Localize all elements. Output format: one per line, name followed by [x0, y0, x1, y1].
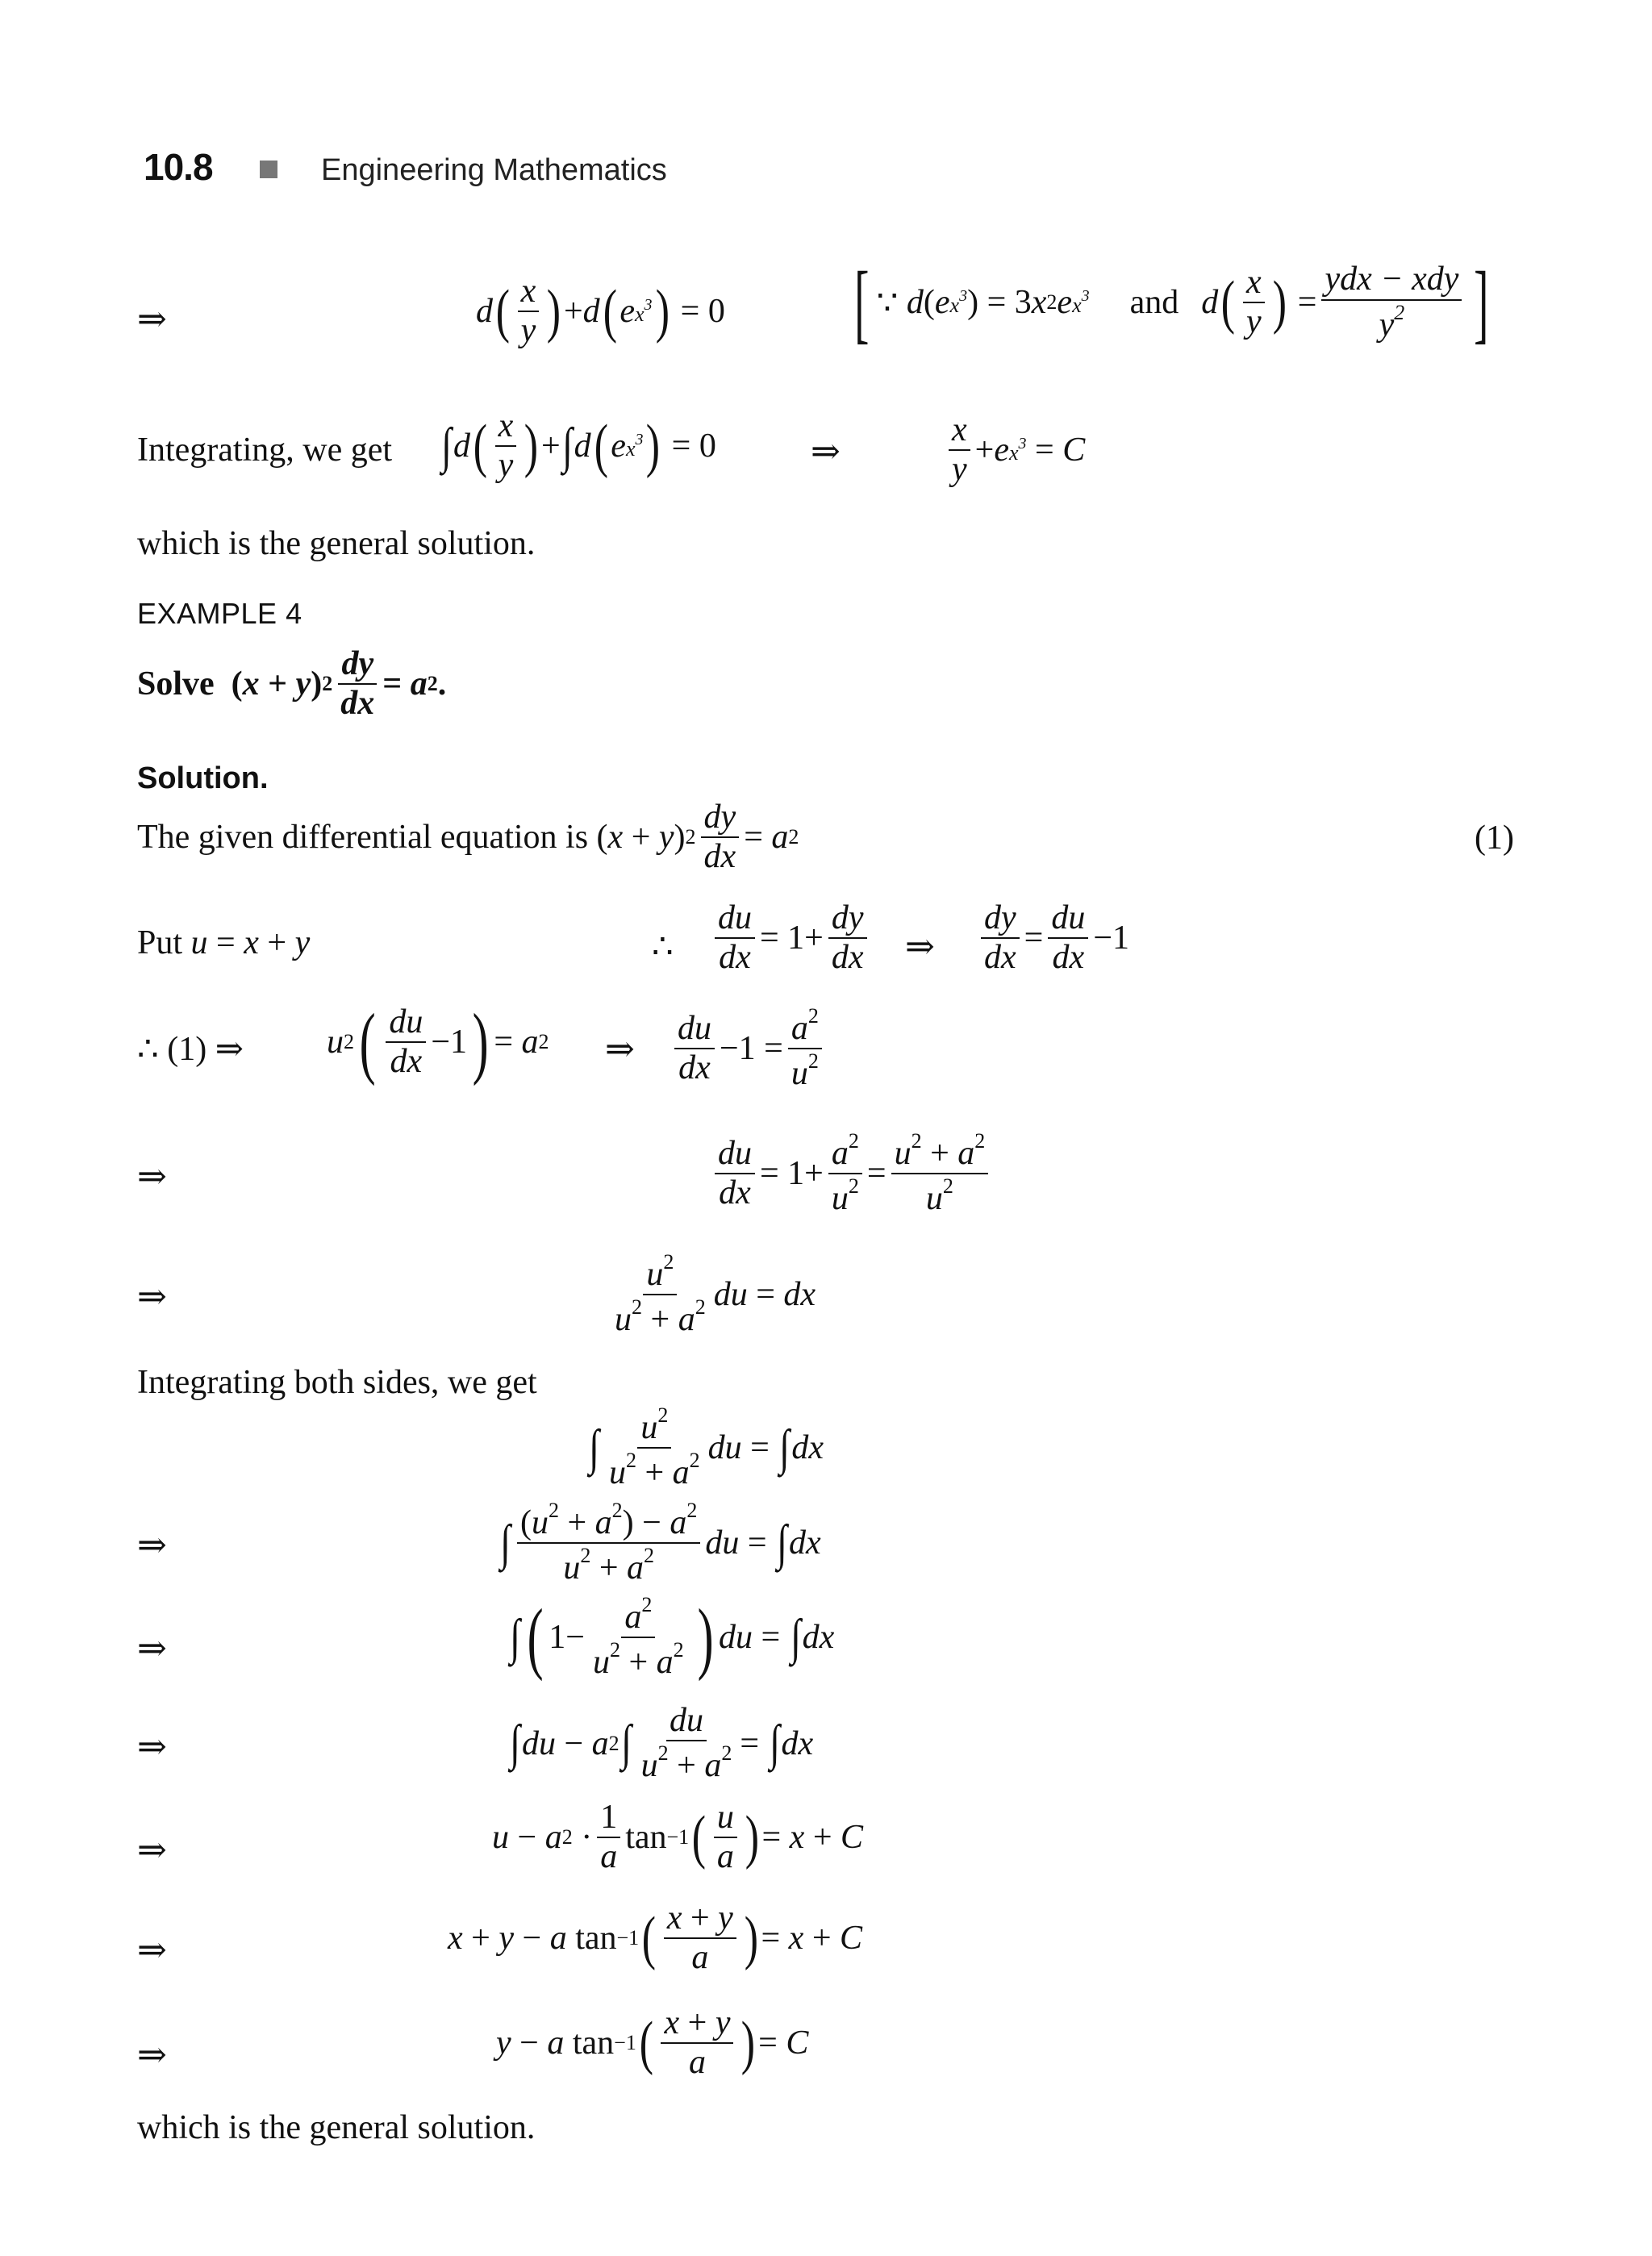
because-symbol: ∵ [876, 285, 899, 322]
example-label: EXAMPLE 4 [137, 597, 302, 630]
solve-word: Solve [137, 665, 215, 703]
implies-arrow: ⇒ [137, 1277, 167, 1316]
equation-substituted: u 2 ( $\frac{du}{dx}$ −1 ) = a 2 [327, 997, 549, 1086]
equation-integral-6: x + y − a tan −1 ( $\frac{x + y}{a}$ ) = x + C [448, 1899, 863, 1977]
implies-arrow: ⇒ [137, 1930, 167, 1970]
integrating-both-sides-text: Integrating both sides, we get [137, 1364, 537, 1401]
header-square-icon [260, 161, 277, 178]
book-title: Engineering Mathematics [321, 153, 667, 187]
implies-arrow: ⇒ [137, 1157, 167, 1196]
general-solution-text: which is the general solution. [137, 2109, 536, 2146]
equation-integral-4: ∫ du − a 2 ∫ $\frac{du}{u^2 + a^2}$ = ∫ dx [510, 1702, 814, 1785]
implies-arrow: ⇒ [905, 927, 935, 966]
equation-solution-exact: $\frac{x}{y}$ + e $x^3$ = C [944, 411, 1085, 489]
therefore-symbol: ∴ [652, 928, 674, 965]
solution-label: Solution. [137, 761, 269, 795]
implies-arrow: ⇒ [137, 1525, 167, 1565]
equation-separated: $\frac{u^2}{u^2 + a^2}$ du = dx [615, 1250, 816, 1339]
implies-arrow: ⇒ [137, 2035, 167, 2075]
substitution-line: Put u = x + y [137, 924, 311, 961]
general-solution-text: which is the general solution. [137, 525, 536, 562]
implies-arrow: ⇒ [811, 432, 841, 471]
equation-integral-2: ∫ $\frac{(u^2 + a^2) - a^2}{u^2 + a^2}$ du = ∫ dx [500, 1499, 821, 1587]
implies-arrow: ⇒ [137, 1727, 167, 1766]
given-equation-text: The given differential equation is [137, 819, 589, 857]
equation-dy-dx: $\frac{dy}{dx}$ = $\frac{du}{dx}$ −1 [976, 899, 1129, 977]
equation-exact-differential: d ( $\frac{x}{y}$ ) + d ( e $x^3$ ) = 0 [476, 273, 725, 350]
example-problem: Solve ( x + y ) 2 $\frac{dy}{dx}$ = a 2 . [137, 645, 447, 723]
equation-du-dx: $\frac{du}{dx}$ = 1+ $\frac{dy}{dx}$ [710, 899, 872, 977]
implies-arrow: ⇒ [605, 1029, 635, 1069]
justification-bracket: [ ∵ d ( e $x^3$ ) = 3 x 2 e $x^3$ and d ( $\frac{x}{y}$ ) = $\frac{\text{ydx − xdy}}{y^2}$ ] [854, 253, 1489, 352]
equation-integral-5: u − a 2 · $\frac{1}{a}$ tan −1 ( $\frac{u}{a}$ ) = x + C [492, 1799, 864, 1876]
equation-integrate-exact: ∫ d ( $\frac{x}{y}$ ) + ∫ d ( e $x^3$ ) = 0 [441, 407, 716, 485]
equation-final-solution: y − a tan −1 ( $\frac{x + y}{a}$ ) = C [496, 2004, 809, 2082]
and-word: and [1129, 284, 1179, 321]
equation-du-dx-combined: $\frac{du}{dx}$ = 1+ $\frac{a^2}{u^2}$ = $\frac{u^2 + a^2}{u^2}$ [710, 1129, 993, 1218]
equation-number: (1) [1475, 819, 1514, 857]
implies-arrow: ⇒ [137, 299, 167, 339]
integrating-text: Integrating, we get [137, 432, 393, 469]
equation-du-dx-minus-1: $\frac{du}{dx}$ −1 = $\frac{a^2}{u^2}$ [670, 1004, 827, 1093]
implies-arrow: ⇒ [137, 1830, 167, 1870]
equation-integral-3: ∫ ( 1− $\frac{a^2}{u^2 + a^2}$ ) du = ∫ dx [510, 1592, 835, 1683]
put-word: Put [137, 924, 183, 961]
page-number: 10.8 [144, 146, 213, 188]
given-equation-line: The given differential equation is ( x + y ) 2 $\frac{dy}{dx}$ = a 2 [137, 799, 799, 876]
therefore-implies: ∴ (1) ⇒ [137, 1031, 244, 1068]
equation-integral-1: ∫ $\frac{u^2}{u^2 + a^2}$ du = ∫ dx [589, 1403, 824, 1492]
implies-arrow: ⇒ [137, 1628, 167, 1668]
